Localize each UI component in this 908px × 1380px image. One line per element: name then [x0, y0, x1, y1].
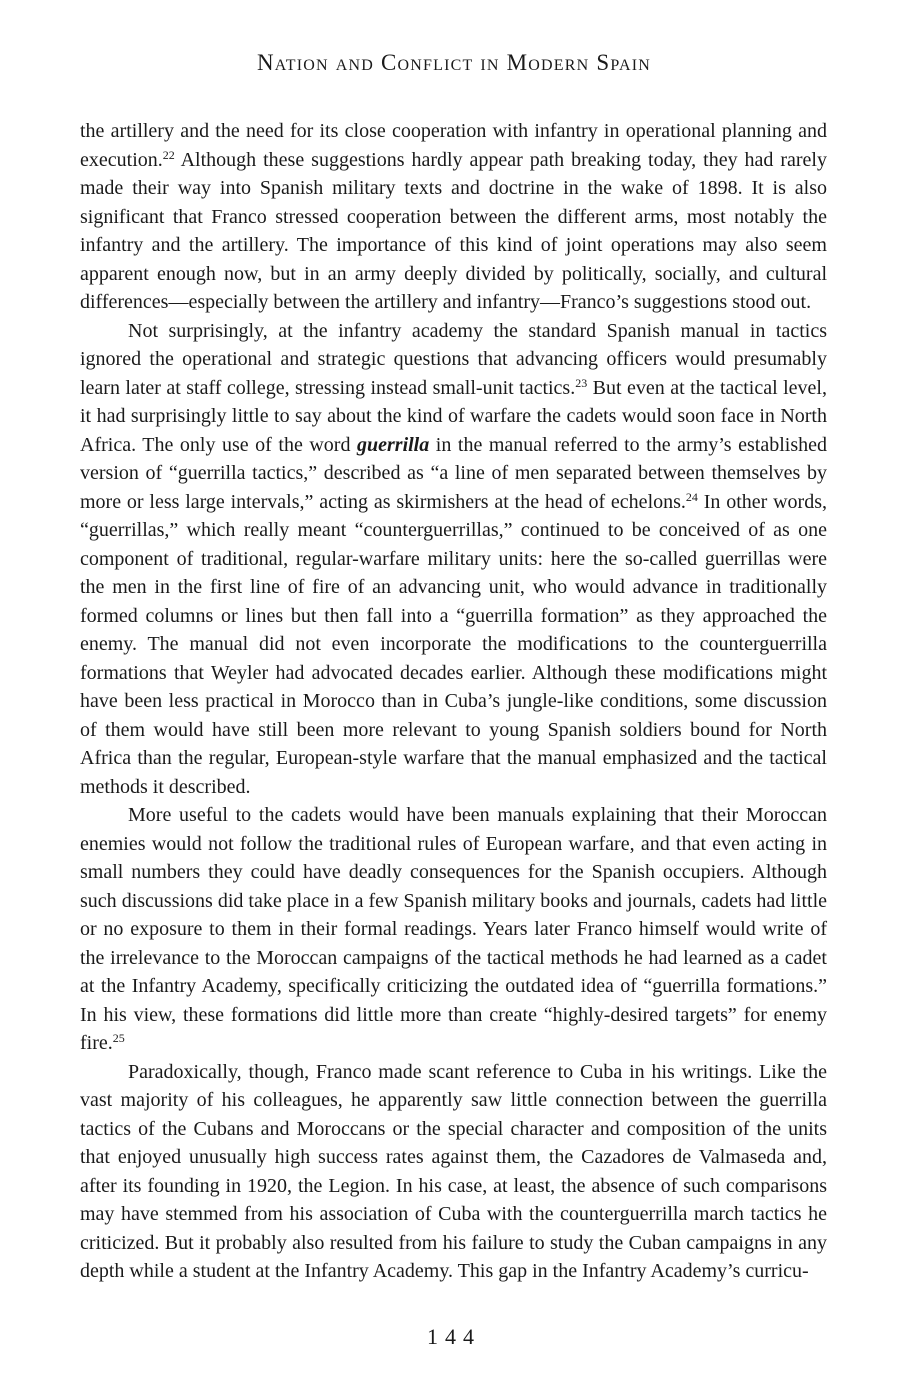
text-segment: More useful to the cadets would have been manuals explaining that their Moroccan enemies would not follow the traditional rules of European warfare, and that even acting in small numbers they could have deadly consequences for the Spanish occupiers. Although such discussions did take place in a few Spanish military books and journals, cadets had little or no exposure to them in their formal readings. Years later Franco himself would write of the irrelevance to the Moroccan campaigns of the tactical methods he had learned as a cadet at the Infantry Academy, specifically criticizing the outdated idea of “guerrilla formations.” In his view, these formations did little more than create “highly-desired targets” for enemy fire. — [80, 804, 827, 1054]
body-text — [80, 117, 827, 1286]
footnote-ref-22: 22 — [162, 147, 175, 162]
text-segment: Although these suggestions hardly appear path breaking today, they had rarely made their way into Spanish military texts and doctrine in the wake of 1898. It is also significant that Franco stressed cooperation between the different arms, most notably the infantry and the artillery. The importance of this kind of joint operations may also seem apparent enough now, but in an army deeply divided by politically, socially, and cultural differences—especially between the artillery and infantry—Franco’s suggestions stood out. — [80, 148, 827, 313]
text-segment: Not surprisingly, at the infantry academy the standard Spanish manual in tactics ignored the operational and strategic questions that advancing officers would presumably learn later at staff college, stressing instead small-unit tactics. — [80, 319, 827, 399]
running-head: Nation and Conflict in Modern Spain — [256, 50, 651, 75]
footnote-ref-24: 24 — [685, 489, 698, 504]
paragraph — [80, 317, 827, 802]
text-segment: But even at the tactical level, it had surprisingly little to say about the kind of warfare the cadets would soon face in North Africa. The only use of the word — [80, 376, 827, 456]
page-number: 144 — [427, 1324, 481, 1349]
text-segment: Paradoxically, though, Franco made scant reference to Cuba in his writings. Like the vast majority of his colleagues, he apparently saw little connection between the guerrilla tactics of the Cubans and Moroccans or the special character and composition of the units that enjoyed unusually high success rates against them, the Cazadores de Valmaseda and, after its founding in 1920, the Legion. In his case, at least, the absence of such comparisons may have stemmed from his association of Cuba with the counterguerrilla march tactics he criticized. But it probably also resulted from his failure to study the Cuban campaigns in any depth while a student at the Infantry Academy. This gap in the Infantry Academy’s curricu- — [80, 1060, 827, 1282]
text-segment: In other words, “guerrillas,” which really meant “counterguerrillas,” continued to be conceived of as one component of traditional, regular-warfare military units: here the so-called guerrillas were the men in the first line of fire of an advancing unit, who would advance in traditionally formed columns or lines but then fall into a “guerrilla formation” as they approached the enemy. The manual did not even incorporate the modifications to the counterguerrilla formations that Weyler had advocated decades earlier. Although these modifications might have been less practical in Morocco than in Cuba’s jungle-like conditions, some discussion of them would have still been more relevant to young Spanish soldiers bound for North Africa than the regular, European-style warfare that the manual emphasized and the tactical methods it described. — [80, 490, 827, 798]
text-segment: in the manual referred to the army’s established version of “guerrilla tactics,” described as “a line of men separated between themselves by more or less large intervals,” acting as skirmishers at the head of echelons. — [80, 433, 827, 513]
paragraph — [80, 801, 827, 1058]
paragraph-continued — [80, 117, 827, 317]
text-segment: the artillery and the need for its close cooperation with infantry in operational planning and execution. — [80, 120, 827, 171]
footnote-ref-23: 23 — [575, 375, 588, 390]
italic-term: guerrilla — [357, 433, 430, 456]
paragraph — [80, 1058, 827, 1286]
footnote-ref-25: 25 — [112, 1031, 125, 1045]
